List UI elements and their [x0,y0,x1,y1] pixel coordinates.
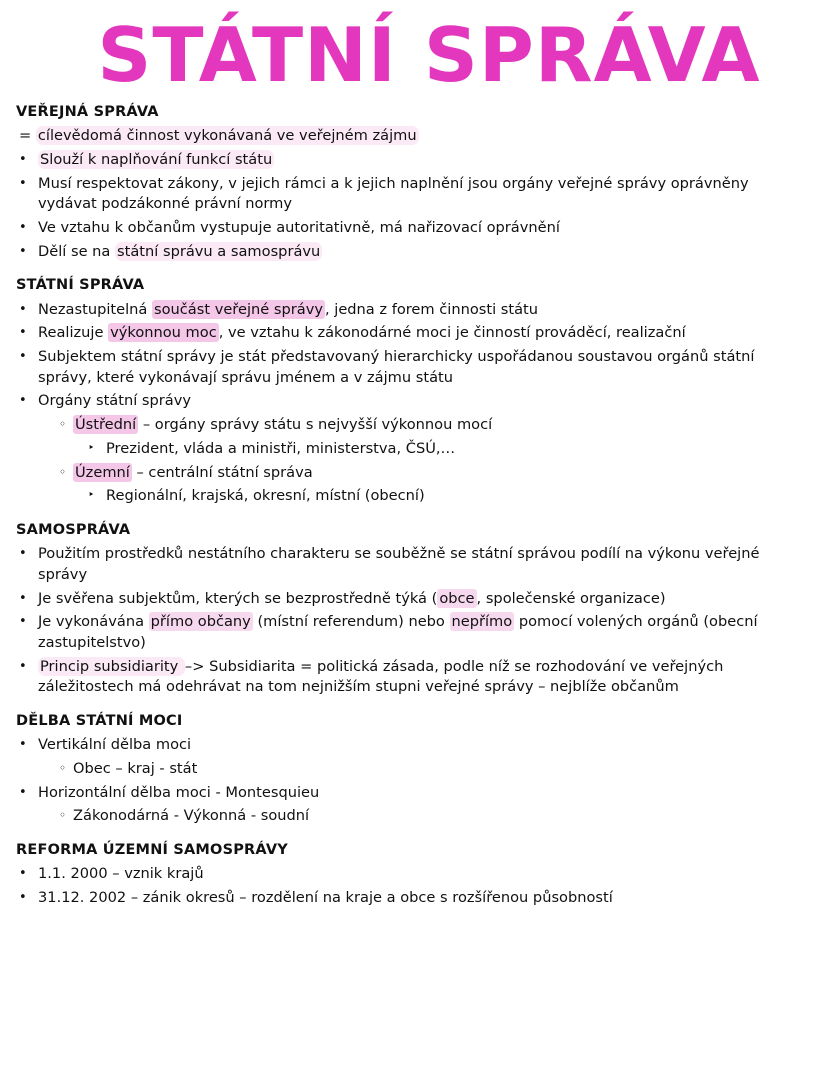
section [16,841,812,909]
plain-text: (místní referendum) nebo [252,613,450,631]
plain-text: Obec – kraj - stát [73,760,198,778]
plain-text: – centrální státní správa [131,463,313,481]
bullet-disc-icon: • [19,151,27,167]
bullet-triangle-icon: ‣ [88,440,95,454]
list-item-text [38,612,812,653]
list-item-text [38,242,812,263]
section [16,276,812,507]
bullet-disc-icon: • [19,658,27,674]
list-item-text [106,486,812,507]
list-item-text [73,463,812,484]
notes-page [0,11,828,1089]
list-item-text [73,415,812,436]
bullet-disc-icon: • [19,349,27,364]
bullet-disc-icon: • [19,866,27,882]
section-heading: DĚLBA STÁTNÍ MOCI [16,713,183,730]
list-item [16,218,812,239]
list-item [16,806,812,827]
plain-text: – orgány správy státu s nejvyšší výkonnou mocí [138,416,493,434]
list-item-text [38,888,812,909]
bullet-circle-icon: ◦ [59,417,67,432]
list-item-text [38,323,812,344]
highlighted-text: přímo občany [150,613,251,631]
plain-text: Horizontální dělba moci - Montesquieu [38,783,320,801]
highlighted-text: Ústřední [75,416,137,434]
list-item-text [38,150,812,171]
plain-text: Je svěřena subjektům, kterých se bezprostředně týká ( [38,589,438,607]
list-item [16,735,812,756]
plain-text: Zákonodárná - Výkonná - soudní [73,807,310,825]
list-item-text [38,544,812,585]
bullet-disc-icon: • [19,325,27,341]
section-heading: VEŘEJNÁ SPRÁVA [16,104,159,120]
section-heading: REFORMA ÚZEMNÍ SAMOSPRÁVY [16,842,288,859]
list-item-text [73,806,812,827]
list-item [16,612,812,653]
list-item [16,486,812,507]
highlighted-text: nepřímo [451,613,513,631]
list-item-text [38,300,812,321]
list-item-text [38,783,812,804]
highlighted-text: Princip subsidiarity [40,657,183,675]
plain-text: pomocí volených orgánů (obecní zastupitelstvo) [38,613,758,652]
bullet-disc-icon: • [19,737,27,753]
plain-text: , jedna z forem činnosti státu [324,300,539,318]
bullet-disc-icon: • [19,614,27,630]
list-item [16,347,812,388]
list-item [16,150,812,171]
bullet-triangle-icon: ‣ [88,488,95,502]
list-item-text [73,759,812,780]
bullet-disc-icon: • [19,301,27,317]
bullet-disc-icon: • [19,175,27,191]
plain-text: Použitím prostředků nestátního charakteru se souběžně se státní správou podílí na výkonu veřejné správy [38,545,760,583]
plain-text: 31.12. 2002 – zánik okresů – rozdělení na kraje a obce s rozšířenou působností [38,889,613,907]
highlighted-text: obce [439,589,475,607]
list-item [16,439,812,460]
plain-text: Realizuje [38,324,109,342]
list-item [16,657,812,698]
plain-text: Orgány státní správy [38,392,191,410]
plain-text: , ve vztahu k zákonodárné moci je činností prováděcí, realizační [218,324,686,342]
list-item-text [38,218,812,239]
list-item [16,174,812,215]
bullet-disc-icon: • [19,784,27,800]
section [16,103,812,262]
list-item [16,783,812,804]
list-item-text [19,126,812,147]
list-item [16,300,812,321]
plain-text: 1.1. 2000 – vznik krajů [38,865,204,883]
section-heading: SAMOSPRÁVA [16,522,131,539]
page-title: STÁTNÍ SPRÁVA [97,11,761,99]
highlighted-text: cílevědomá činnost vykonávaná ve veřejném zájmu [37,127,417,145]
list-item [16,415,812,436]
bullet-disc-icon: • [19,890,27,906]
list-item-text [38,657,812,698]
bullet-circle-icon: ◦ [59,464,67,479]
list-item [16,323,812,344]
list-item-text [38,347,812,388]
list-item [16,888,812,909]
plain-text: Musí respektovat zákony, v jejich rámci a k jejich naplnění jsou orgány veřejné správy oprávněny vydávat podzákonné právní normy [38,174,749,213]
plain-text: Ve vztahu k občanům vystupuje autoritativně, má nařizovací oprávnění [38,219,560,236]
list-item [16,544,812,585]
section [16,521,812,698]
list-item-text [38,864,812,885]
highlighted-text: výkonnou moc [110,324,217,342]
list-item [16,589,812,610]
plain-text: Dělí se na [38,242,116,260]
sections-container [16,103,812,909]
plain-text: –> Subsidiarita = politická zásada, podle níž se rozhodování ve veřejných záležitostech má odehrávat na tom nejnižším stupni veřejné správy – nejblíže občanům [38,657,724,696]
bullet-disc-icon: • [19,393,27,409]
plain-text: , společenské organizace) [476,589,666,607]
plain-text: Je vykonávána [38,613,149,631]
list-item [16,126,812,147]
plain-text: Subjektem státní správy je stát představovaný hierarchicky uspořádanou soustavou orgánů státní správy, které vykonávají správu jménem a v zájmu státu [38,348,755,386]
highlighted-text: Slouží k naplňování funkcí státu [40,150,273,168]
list-item-text [38,735,812,756]
highlighted-text: státní správu a samosprávu [117,242,321,260]
list-item [16,391,812,412]
section [16,712,812,827]
list-item-text [38,589,812,610]
plain-text: Regionální, krajská, okresní, místní (obecní) [106,487,425,505]
plain-text: = [19,127,36,145]
highlighted-text: součást veřejné správy [153,300,323,318]
bullet-circle-icon: ◦ [59,761,67,776]
bullet-disc-icon: • [19,546,27,562]
list-item-text [38,174,812,215]
bullet-circle-icon: ◦ [59,808,67,823]
list-item [16,759,812,780]
list-item-text [38,391,812,412]
list-item [16,864,812,885]
plain-text: Prezident, vláda a ministři, ministerstva, ČSÚ,… [106,439,456,457]
bullet-disc-icon: • [19,590,27,606]
list-item-text [106,439,812,460]
list-item [16,463,812,484]
plain-text: Vertikální dělba moci [38,736,192,754]
bullet-disc-icon: • [19,243,27,259]
list-item [16,242,812,263]
section-heading: STÁTNÍ SPRÁVA [16,277,145,294]
highlighted-text: Územní [75,463,130,481]
plain-text: Nezastupitelná [38,300,152,318]
bullet-disc-icon: • [19,220,27,235]
